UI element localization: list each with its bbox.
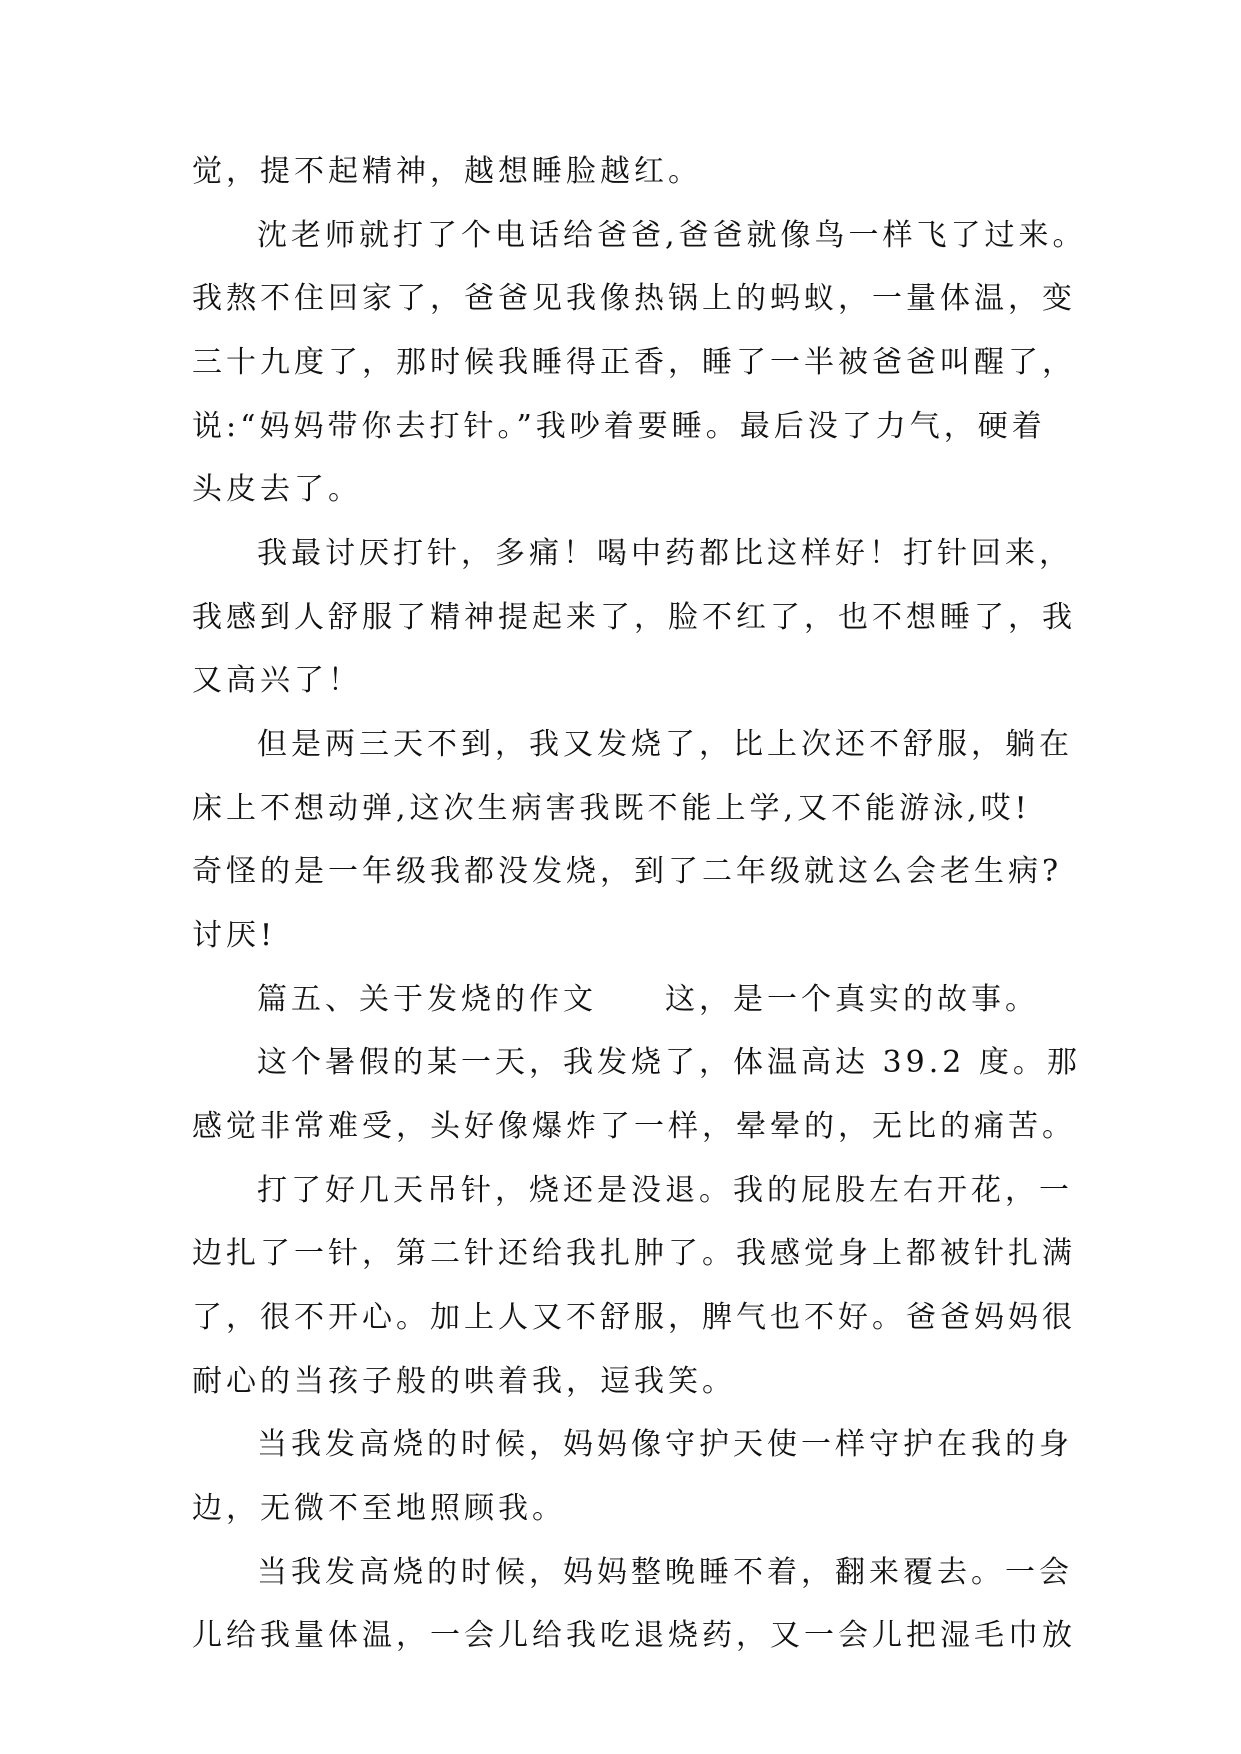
paragraph-start-line: 我最讨厌打针，多痛！喝中药都比这样好！打针回来，	[257, 536, 1073, 571]
text-line: 儿给我量体温，一会儿给我吃退烧药，又一会儿把湿毛巾放	[192, 1618, 1076, 1653]
text-line: 又高兴了！	[192, 663, 362, 698]
text-line: 我熬不住回家了，爸爸见我像热锅上的蚂蚁，一量体温，变	[192, 281, 1076, 316]
text-line: 奇怪的是一年级我都没发烧，到了二年级就这么会老生病?	[192, 854, 1063, 889]
text-line: 觉，提不起精神，越想睡脸越红。	[192, 154, 702, 189]
text-line: 边，无微不至地照顾我。	[192, 1491, 566, 1526]
text-line: 头皮去了。	[192, 472, 362, 507]
text-line: 讨厌!	[192, 918, 277, 953]
paragraph-start-line: 打了好几天吊针，烧还是没退。我的屁股左右开花，一	[257, 1173, 1073, 1208]
paragraph-start-line: 当我发高烧的时候，妈妈整晚睡不着，翻来覆去。一会	[257, 1555, 1073, 1590]
text-line: 说:“妈妈带你去打针。”我吵着要睡。最后没了力气，硬着	[192, 409, 1046, 444]
text-line: 耐心的当孩子般的哄着我，逗我笑。	[192, 1364, 736, 1399]
paragraph-start-line: 沈老师就打了个电话给爸爸,爸爸就像鸟一样飞了过来。	[257, 218, 1087, 253]
section-heading-line: 篇五、关于发烧的作文 这，是一个真实的故事。	[257, 982, 1039, 1017]
text-line: 感觉非常难受，头好像爆炸了一样，晕晕的，无比的痛苦。	[192, 1109, 1076, 1144]
paragraph-start-line: 这个暑假的某一天，我发烧了，体温高达 39.2 度。那	[257, 1045, 1081, 1080]
paragraph-start-line: 但是两三天不到，我又发烧了，比上次还不舒服，躺在	[257, 727, 1073, 762]
paragraph-start-line: 当我发高烧的时候，妈妈像守护天使一样守护在我的身	[257, 1427, 1073, 1462]
text-line: 三十九度了，那时候我睡得正香，睡了一半被爸爸叫醒了，	[192, 345, 1076, 380]
text-line: 我感到人舒服了精神提起来了，脸不红了，也不想睡了，我	[192, 600, 1076, 635]
text-line: 了，很不开心。加上人又不舒服，脾气也不好。爸爸妈妈很	[192, 1300, 1076, 1335]
text-line: 边扎了一针，第二针还给我扎肿了。我感觉身上都被针扎满	[192, 1236, 1076, 1271]
text-line: 床上不想动弹,这次生病害我既不能上学,又不能游泳,哎!	[192, 791, 1031, 826]
